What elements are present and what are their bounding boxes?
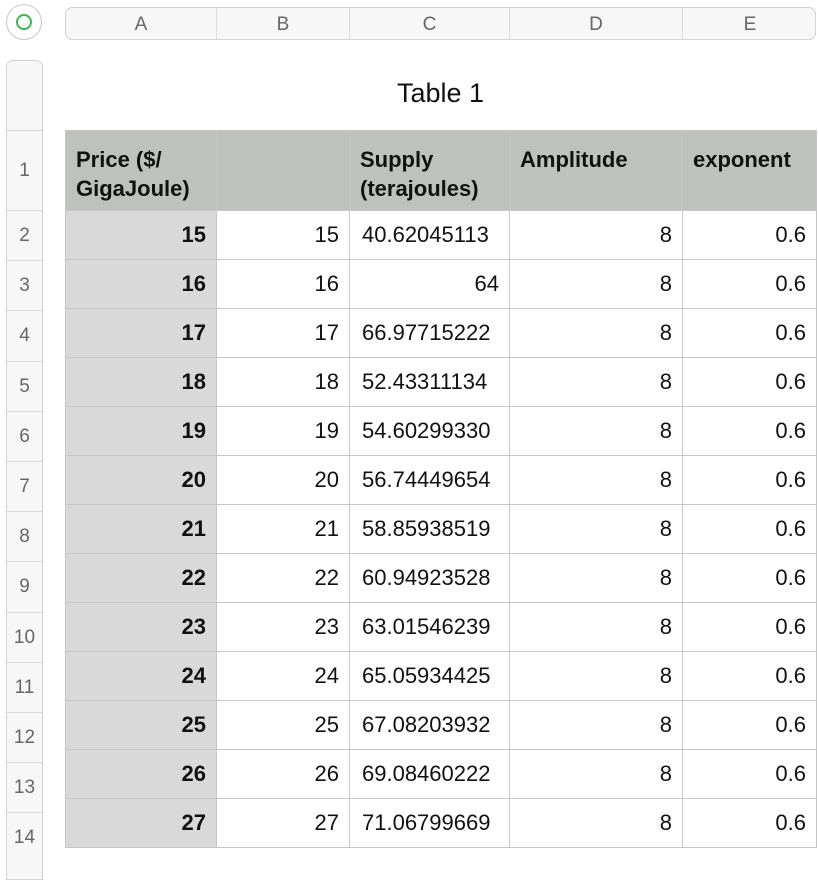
- cell-amplitude[interactable]: 8: [510, 750, 683, 799]
- cell-supply[interactable]: 66.97715222: [350, 309, 510, 358]
- cell-b[interactable]: 17: [217, 309, 350, 358]
- cell-price[interactable]: 15: [66, 211, 217, 260]
- cell-b[interactable]: 16: [217, 260, 350, 309]
- cell-exponent[interactable]: 0.6: [683, 799, 817, 848]
- cell-supply[interactable]: 52.43311134: [350, 358, 510, 407]
- table-row: [66, 554, 817, 603]
- cell-exponent[interactable]: 0.6: [683, 211, 817, 260]
- cell-b[interactable]: 20: [217, 456, 350, 505]
- header-cell-b[interactable]: [217, 131, 350, 211]
- cell-supply[interactable]: 69.08460222: [350, 750, 510, 799]
- table-row: [66, 505, 817, 554]
- header-cell-supply[interactable]: Supply (terajoules): [350, 131, 510, 211]
- cell-exponent[interactable]: 0.6: [683, 309, 817, 358]
- cell-price[interactable]: 19: [66, 407, 217, 456]
- row-header-3[interactable]: 3: [7, 260, 42, 310]
- row-header-5[interactable]: 5: [7, 361, 42, 411]
- cell-b[interactable]: 15: [217, 211, 350, 260]
- row-header-1[interactable]: 1: [7, 130, 42, 210]
- select-all-circle-icon: [16, 14, 32, 30]
- cell-supply[interactable]: 64: [350, 260, 510, 309]
- cell-b[interactable]: 23: [217, 603, 350, 652]
- table-row: [66, 701, 817, 750]
- cell-price[interactable]: 23: [66, 603, 217, 652]
- table-row: [66, 750, 817, 799]
- row-header-9[interactable]: 9: [7, 561, 42, 611]
- cell-price[interactable]: 17: [66, 309, 217, 358]
- column-header-b[interactable]: B: [217, 8, 350, 39]
- cell-supply[interactable]: 65.05934425: [350, 652, 510, 701]
- cell-amplitude[interactable]: 8: [510, 701, 683, 750]
- cell-price[interactable]: 21: [66, 505, 217, 554]
- cell-price[interactable]: 22: [66, 554, 217, 603]
- column-header-c[interactable]: C: [350, 8, 510, 39]
- column-header-bar: [65, 7, 816, 40]
- cell-price[interactable]: 27: [66, 799, 217, 848]
- cell-amplitude[interactable]: 8: [510, 260, 683, 309]
- table-row: [66, 603, 817, 652]
- cell-exponent[interactable]: 0.6: [683, 701, 817, 750]
- table-title[interactable]: Table 1: [396, 78, 485, 108]
- cell-exponent[interactable]: 0.6: [683, 603, 817, 652]
- cell-amplitude[interactable]: 8: [510, 554, 683, 603]
- cell-price[interactable]: 25: [66, 701, 217, 750]
- cell-b[interactable]: 24: [217, 652, 350, 701]
- row-header-8[interactable]: 8: [7, 511, 42, 561]
- cell-amplitude[interactable]: 8: [510, 799, 683, 848]
- cell-amplitude[interactable]: 8: [510, 652, 683, 701]
- cell-price[interactable]: 16: [66, 260, 217, 309]
- cell-exponent[interactable]: 0.6: [683, 260, 817, 309]
- cell-supply[interactable]: 67.08203932: [350, 701, 510, 750]
- select-all-button[interactable]: [6, 4, 42, 40]
- cell-b[interactable]: 22: [217, 554, 350, 603]
- cell-price[interactable]: 18: [66, 358, 217, 407]
- table-sheet: [65, 130, 816, 848]
- cell-supply[interactable]: 71.06799669: [350, 799, 510, 848]
- cell-supply[interactable]: 60.94923528: [350, 554, 510, 603]
- table-row: [66, 211, 817, 260]
- cell-exponent[interactable]: 0.6: [683, 358, 817, 407]
- cell-amplitude[interactable]: 8: [510, 603, 683, 652]
- cell-supply[interactable]: 58.85938519: [350, 505, 510, 554]
- row-header-4[interactable]: 4: [7, 310, 42, 360]
- cell-supply[interactable]: 40.62045113: [350, 211, 510, 260]
- table-row: [66, 652, 817, 701]
- cell-b[interactable]: 27: [217, 799, 350, 848]
- column-header-e[interactable]: E: [743, 14, 757, 35]
- table-row: [66, 407, 817, 456]
- cell-supply[interactable]: 63.01546239: [350, 603, 510, 652]
- cell-b[interactable]: 19: [217, 407, 350, 456]
- cell-price[interactable]: 26: [66, 750, 217, 799]
- cell-b[interactable]: 21: [217, 505, 350, 554]
- header-cell-amplitude[interactable]: Amplitude: [510, 131, 683, 211]
- cell-amplitude[interactable]: 8: [510, 407, 683, 456]
- table-row: [66, 358, 817, 407]
- row-header-13[interactable]: 13: [7, 762, 42, 812]
- cell-b[interactable]: 26: [217, 750, 350, 799]
- data-table: [65, 130, 817, 848]
- cell-supply[interactable]: 54.60299330: [350, 407, 510, 456]
- cell-amplitude[interactable]: 8: [510, 358, 683, 407]
- cell-exponent[interactable]: 0.6: [683, 652, 817, 701]
- row-header-6[interactable]: 6: [7, 411, 42, 461]
- cell-supply[interactable]: 56.74449654: [350, 456, 510, 505]
- cell-exponent[interactable]: 0.6: [683, 407, 817, 456]
- cell-exponent[interactable]: 0.6: [683, 505, 817, 554]
- cell-amplitude[interactable]: 8: [510, 211, 683, 260]
- header-row: [66, 131, 817, 211]
- row-header-10[interactable]: 10: [7, 612, 42, 662]
- cell-exponent[interactable]: 0.6: [683, 554, 817, 603]
- row-header-11[interactable]: 11: [7, 662, 42, 712]
- cell-price[interactable]: 20: [66, 456, 217, 505]
- header-cell-price[interactable]: Price ($/ GigaJoule): [66, 131, 217, 211]
- row-header-12[interactable]: 12: [7, 712, 42, 762]
- cell-exponent[interactable]: 0.6: [683, 750, 817, 799]
- row-header-14[interactable]: 14: [7, 812, 42, 862]
- header-cell-exponent[interactable]: exponent: [683, 131, 817, 211]
- row-header-7[interactable]: 7: [7, 461, 42, 511]
- cell-price[interactable]: 24: [66, 652, 217, 701]
- cell-b[interactable]: 25: [217, 701, 350, 750]
- cell-b[interactable]: 18: [217, 358, 350, 407]
- cell-amplitude[interactable]: 8: [510, 505, 683, 554]
- cell-amplitude[interactable]: 8: [510, 456, 683, 505]
- table-row: [66, 456, 817, 505]
- table-row: [66, 309, 817, 358]
- row-header-2[interactable]: 2: [7, 210, 42, 260]
- table-row: [66, 260, 817, 309]
- cell-exponent[interactable]: 0.6: [683, 456, 817, 505]
- table-row: [66, 799, 817, 848]
- column-header-d[interactable]: D: [510, 8, 683, 39]
- column-header-a[interactable]: A: [66, 8, 217, 39]
- cell-amplitude[interactable]: 8: [510, 309, 683, 358]
